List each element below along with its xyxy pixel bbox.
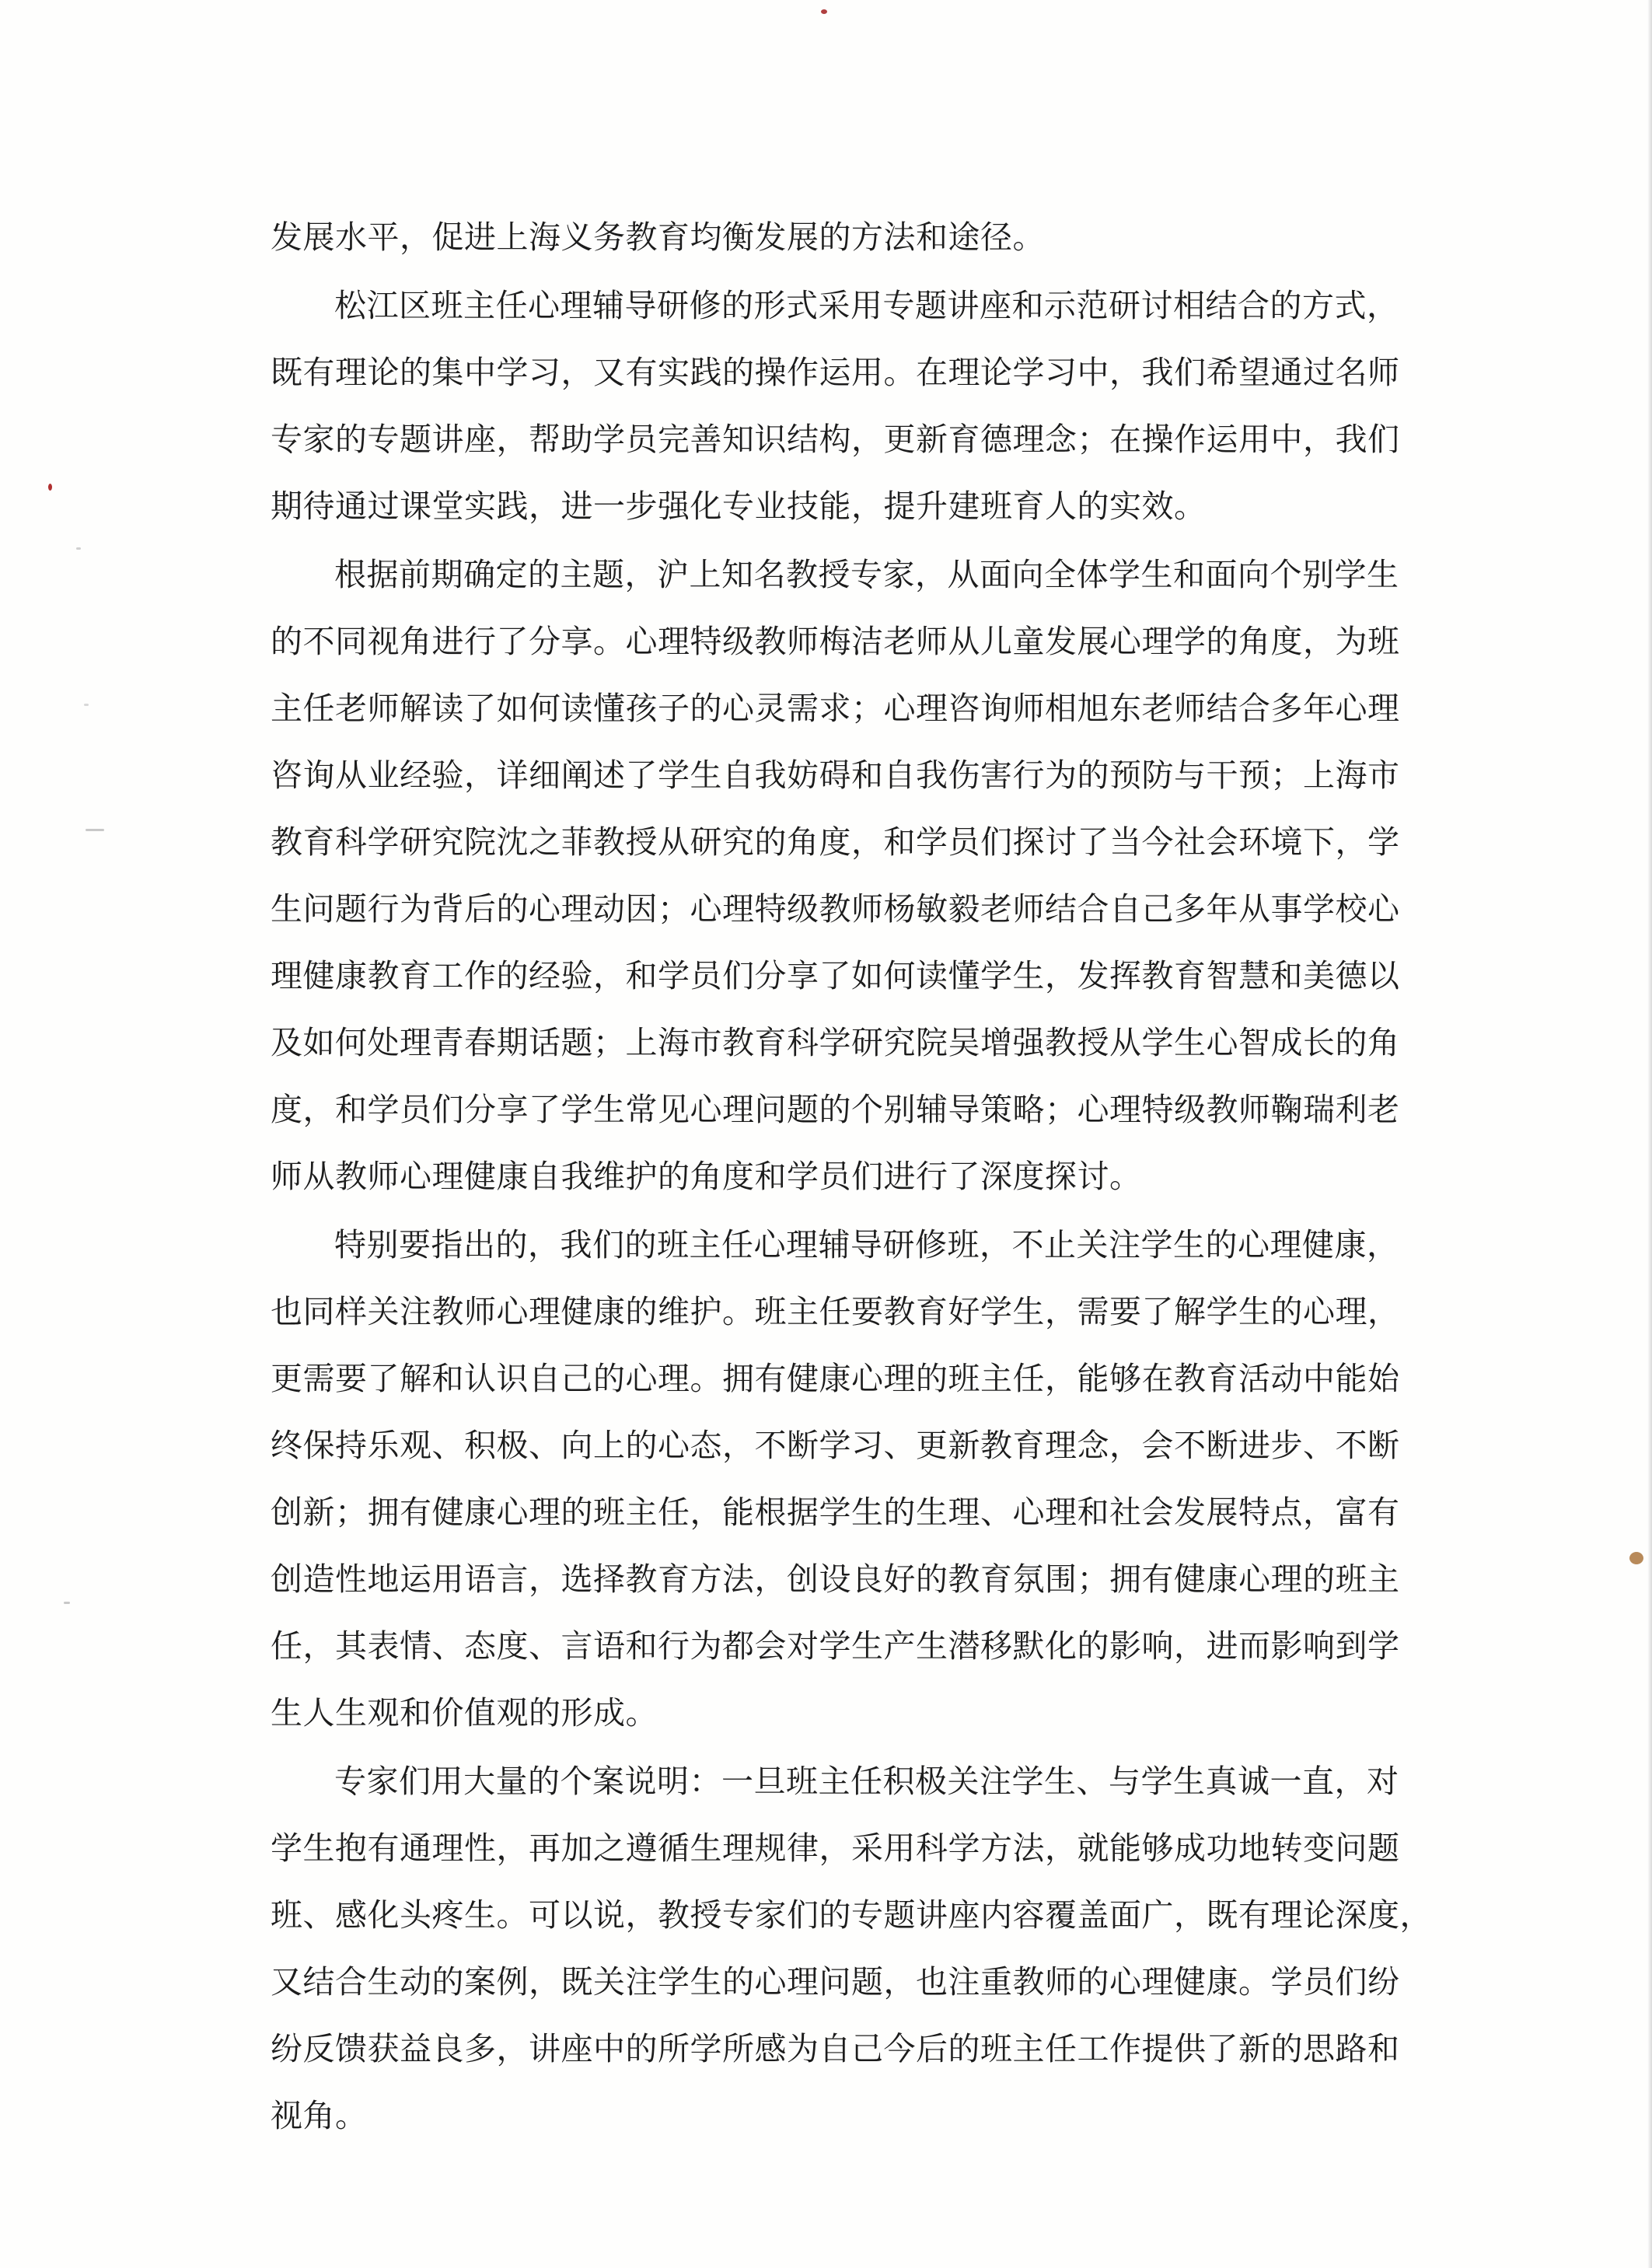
text-line: 的不同视角进行了分享。心理特级教师梅洁老师从儿童发展心理学的角度，为班 xyxy=(271,623,1400,660)
text-line: 更需要了解和认识自己的心理。拥有健康心理的班主任，能够在教育活动中能始 xyxy=(271,1360,1400,1397)
scan-speck xyxy=(1629,1552,1643,1564)
scan-speck xyxy=(84,704,89,706)
text-line: 度，和学员们分享了学生常见心理问题的个别辅导策略；心理特级教师鞠瑞利老 xyxy=(271,1091,1400,1128)
text-line: 创新；拥有健康心理的班主任，能根据学生的生理、心理和社会发展特点，富有 xyxy=(271,1494,1400,1531)
text-line: 终保持乐观、积极、向上的心态，不断学习、更新教育理念，会不断进步、不断 xyxy=(271,1427,1400,1464)
text-line: 也同样关注教师心理健康的维护。班主任要教育好学生，需要了解学生的心理， xyxy=(271,1293,1400,1330)
paragraph-first-line: 根据前期确定的主题，沪上知名教授专家，从面向全体学生和面向个别学生 xyxy=(334,556,1399,593)
scan-speck xyxy=(821,9,827,14)
text-line: 及如何处理青春期话题；上海市教育科学研究院吴增强教授从学生心智成长的角 xyxy=(271,1024,1400,1061)
text-line: 学生抱有通理性，再加之遵循生理规律，采用科学方法，就能够成功地转变问题 xyxy=(271,1829,1400,1867)
text-line: 任，其表情、态度、言语和行为都会对学生产生潜移默化的影响，进而影响到学 xyxy=(271,1627,1400,1665)
text-line: 既有理论的集中学习，又有实践的操作运用。在理论学习中，我们希望通过名师 xyxy=(271,354,1400,391)
scan-speck xyxy=(48,484,52,491)
document-body xyxy=(271,204,1432,2149)
text-line: 期待通过课堂实践，进一步强化专业技能，提升建班育人的实效。 xyxy=(271,487,1207,525)
scan-edge-shadow xyxy=(1647,0,1652,2268)
text-line: 专家的专题讲座，帮助学员完善知识结构，更新育德理念；在操作运用中，我们 xyxy=(271,421,1400,458)
text-line: 咨询从业经验，详细阐述了学生自我妨碍和自我伤害行为的预防与干预；上海市 xyxy=(271,757,1400,794)
text-line: 纷反馈获益良多，讲座中的所学所感为自己今后的班主任工作提供了新的思路和 xyxy=(271,2030,1400,2067)
text-line: 发展水平，促进上海义务教育均衡发展的方法和途径。 xyxy=(271,218,1045,256)
text-line: 生人生观和价值观的形成。 xyxy=(271,1694,658,1732)
text-line: 生问题行为背后的心理动因；心理特级教师杨敏毅老师结合自己多年从事学校心 xyxy=(271,890,1400,928)
text-line: 又结合生动的案例，既关注学生的心理问题，也注重教师的心理健康。学员们纷 xyxy=(271,1963,1400,2001)
scan-speck xyxy=(76,547,81,550)
text-line: 创造性地运用语言，选择教育方法，创设良好的教育氛围；拥有健康心理的班主 xyxy=(271,1560,1400,1598)
text-line: 视角。 xyxy=(271,2097,368,2134)
paragraph-first-line: 专家们用大量的个案说明：一旦班主任积极关注学生、与学生真诚一直，对 xyxy=(334,1763,1399,1800)
text-line: 师从教师心理健康自我维护的角度和学员们进行了深度探讨。 xyxy=(271,1158,1142,1195)
paragraph-first-line: 松江区班主任心理辅导研修的形式采用专题讲座和示范研讨相结合的方式， xyxy=(334,287,1399,324)
text-line: 理健康教育工作的经验，和学员们分享了如何读懂学生，发挥教育智慧和美德以 xyxy=(271,957,1400,994)
text-line: 教育科学研究院沈之菲教授从研究的角度，和学员们探讨了当今社会环境下，学 xyxy=(271,823,1400,861)
text-line: 主任老师解读了如何读懂孩子的心灵需求；心理咨询师相旭东老师结合多年心理 xyxy=(271,690,1400,727)
text-line: 班、感化头疼生。可以说，教授专家们的专题讲座内容覆盖面广，既有理论深度， xyxy=(271,1896,1432,1934)
paragraph-first-line: 特别要指出的，我们的班主任心理辅导研修班，不止关注学生的心理健康， xyxy=(334,1226,1399,1263)
scan-speck xyxy=(64,1602,70,1604)
scan-speck xyxy=(86,829,104,831)
